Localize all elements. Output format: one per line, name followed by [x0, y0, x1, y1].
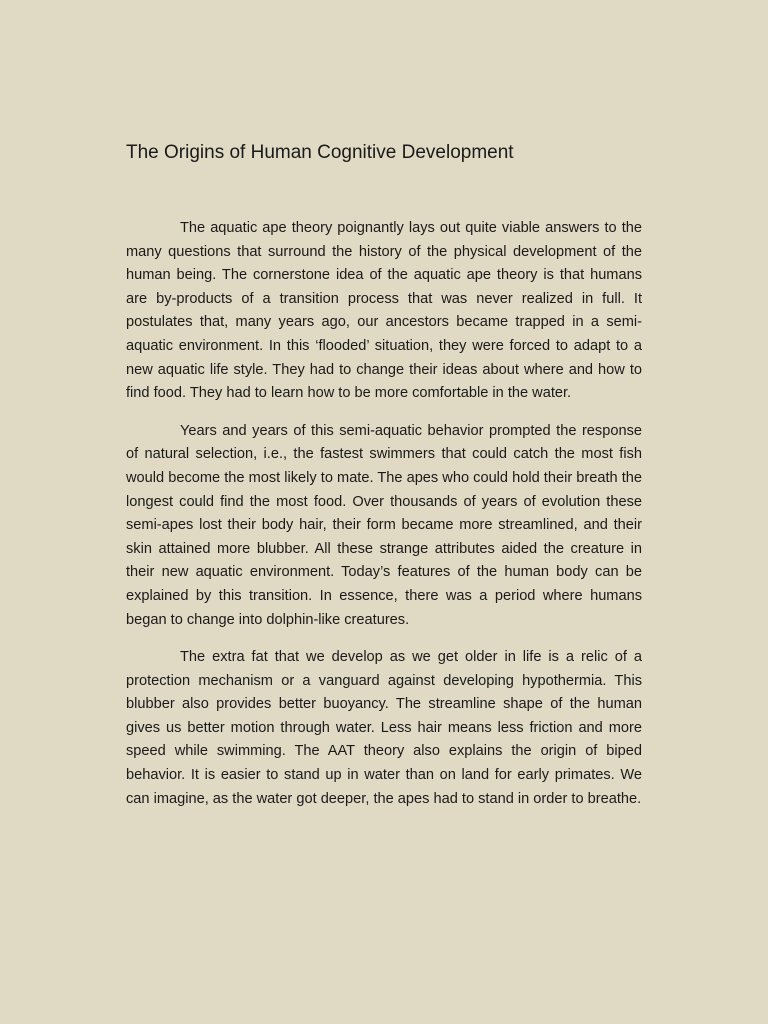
paragraph-3: The extra fat that we develop as we get older in life is a relic of a protection mechanism or a vanguard against developing hypothermia. This blubber also provides better buoyancy. The streamline shape of the human gives us better motion through water. Less hair means less friction and more speed while swimming. The AAT theory also explains the origin of biped behavior. It is easier to stand up in water than on land for early primates. We can imagine, as the water got deeper, the apes had to stand in order to breathe. [126, 649, 642, 807]
paragraph-1: The aquatic ape theory poignantly lays out quite viable answers to the many questions that surround the history of the physical development of the human being. The cornerstone idea of the aquatic ape theory is that humans are by-products of a transition process that was never realized in full. It postulates that, many years ago, our ancestors became trapped in a semi-aquatic environment. In this ‘flooded’ situation, they were forced to adapt to a new aquatic life style. They had to change their ideas about where and how to find food. They had to learn how to be more comfortable in the water. [126, 220, 642, 402]
document-body [126, 217, 642, 825]
paragraph-2: Years and years of this semi-aquatic behavior prompted the response of natural selection, i.e., the fastest swimmers that could catch the most fish would become the most likely to mate. The apes who could hold their breath the longest could find the most food. Over thousands of years of evolution these semi-apes lost their body hair, their form became more streamlined, and their skin attained more blubber. All these strange attributes aided the creature in their new aquatic environment. Today’s features of the human body can be explained by this transition. In essence, there was a period where humans began to change into dolphin-like creatures. [126, 422, 642, 628]
document-title: The Origins of Human Cognitive Development [126, 142, 514, 163]
